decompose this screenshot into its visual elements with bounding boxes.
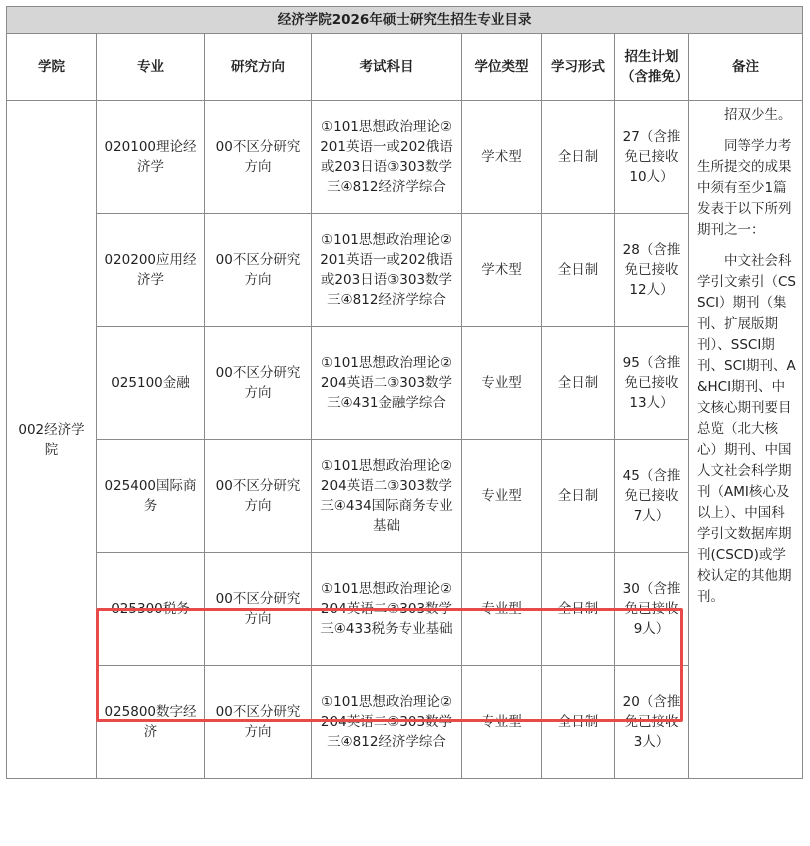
study-mode-cell: 全日制 <box>542 553 615 666</box>
major-cell: 020100理论经济学 <box>97 101 205 214</box>
degree-type-cell: 专业型 <box>462 666 542 779</box>
exam-cell: ①101思想政治理论②204英语二③303数学三④433税务专业基础 <box>312 553 462 666</box>
degree-type-cell: 专业型 <box>462 440 542 553</box>
degree-type-cell: 学术型 <box>462 214 542 327</box>
exam-cell: ①101思想政治理论②204英语二③303数学三④812经济学综合 <box>312 666 462 779</box>
remarks-cell <box>689 101 803 779</box>
major-cell: 025400国际商务 <box>97 440 205 553</box>
direction-cell: 00不区分研究方向 <box>205 214 312 327</box>
header-exam: 考试科目 <box>312 34 462 101</box>
exam-cell: ①101思想政治理论②204英语二③303数学三④434国际商务专业基础 <box>312 440 462 553</box>
table-row <box>7 440 803 553</box>
direction-cell: 00不区分研究方向 <box>205 101 312 214</box>
study-mode-cell: 全日制 <box>542 666 615 779</box>
direction-cell: 00不区分研究方向 <box>205 440 312 553</box>
direction-cell: 00不区分研究方向 <box>205 327 312 440</box>
header-quota: 招生计划（含推免） <box>615 34 689 101</box>
study-mode-cell: 全日制 <box>542 214 615 327</box>
header-row <box>7 34 803 101</box>
quota-cell: 30（含推免已接收9人） <box>615 553 689 666</box>
major-cell: 020200应用经济学 <box>97 214 205 327</box>
remarks-paragraph: 招双少生。 <box>724 107 792 123</box>
header-study-mode: 学习形式 <box>542 34 615 101</box>
remarks-paragraph: 中文社会科学引文索引（CSSCI）期刊（集刊、扩展版期刊）、SSCI期刊、SCI期刊、A&HCI期刊、中文核心期刊要目总览（北大核心）期刊、中国人文社会科学期刊（AMI核心及以上）、中国科学引文数据库期刊(CSCD)或学校认定的其他期刊。 <box>697 253 796 605</box>
table-row <box>7 327 803 440</box>
header-direction: 研究方向 <box>205 34 312 101</box>
degree-type-cell: 专业型 <box>462 553 542 666</box>
direction-cell: 00不区分研究方向 <box>205 553 312 666</box>
remarks-paragraph: 同等学力考生所提交的成果中须有至少1篇发表于以下所列期刊之一： <box>697 138 792 238</box>
degree-type-cell: 学术型 <box>462 101 542 214</box>
quota-cell: 95（含推免已接收13人） <box>615 327 689 440</box>
table-row <box>7 666 803 779</box>
exam-cell: ①101思想政治理论②201英语一或202俄语或203日语③303数学三④812经济学综合 <box>312 214 462 327</box>
quota-cell: 27（含推免已接收10人） <box>615 101 689 214</box>
table-row-highlighted <box>7 553 803 666</box>
major-cell: 025100金融 <box>97 327 205 440</box>
header-college: 学院 <box>7 34 97 101</box>
quota-cell: 20（含推免已接收3人） <box>615 666 689 779</box>
table-row <box>7 214 803 327</box>
program-catalog-table <box>6 6 803 779</box>
table-title: 经济学院2026年硕士研究生招生专业目录 <box>7 7 803 34</box>
exam-cell: ①101思想政治理论②204英语二③303数学三④431金融学综合 <box>312 327 462 440</box>
header-major: 专业 <box>97 34 205 101</box>
quota-cell: 28（含推免已接收12人） <box>615 214 689 327</box>
major-cell: 025800数字经济 <box>97 666 205 779</box>
degree-type-cell: 专业型 <box>462 327 542 440</box>
college-cell: 002经济学院 <box>7 101 97 779</box>
study-mode-cell: 全日制 <box>542 440 615 553</box>
header-remarks: 备注 <box>689 34 803 101</box>
study-mode-cell: 全日制 <box>542 101 615 214</box>
quota-cell: 45（含推免已接收7人） <box>615 440 689 553</box>
direction-cell: 00不区分研究方向 <box>205 666 312 779</box>
header-degree-type: 学位类型 <box>462 34 542 101</box>
study-mode-cell: 全日制 <box>542 327 615 440</box>
exam-cell: ①101思想政治理论②201英语一或202俄语或203日语③303数学三④812经济学综合 <box>312 101 462 214</box>
table-row <box>7 101 803 214</box>
major-cell: 025300税务 <box>97 553 205 666</box>
